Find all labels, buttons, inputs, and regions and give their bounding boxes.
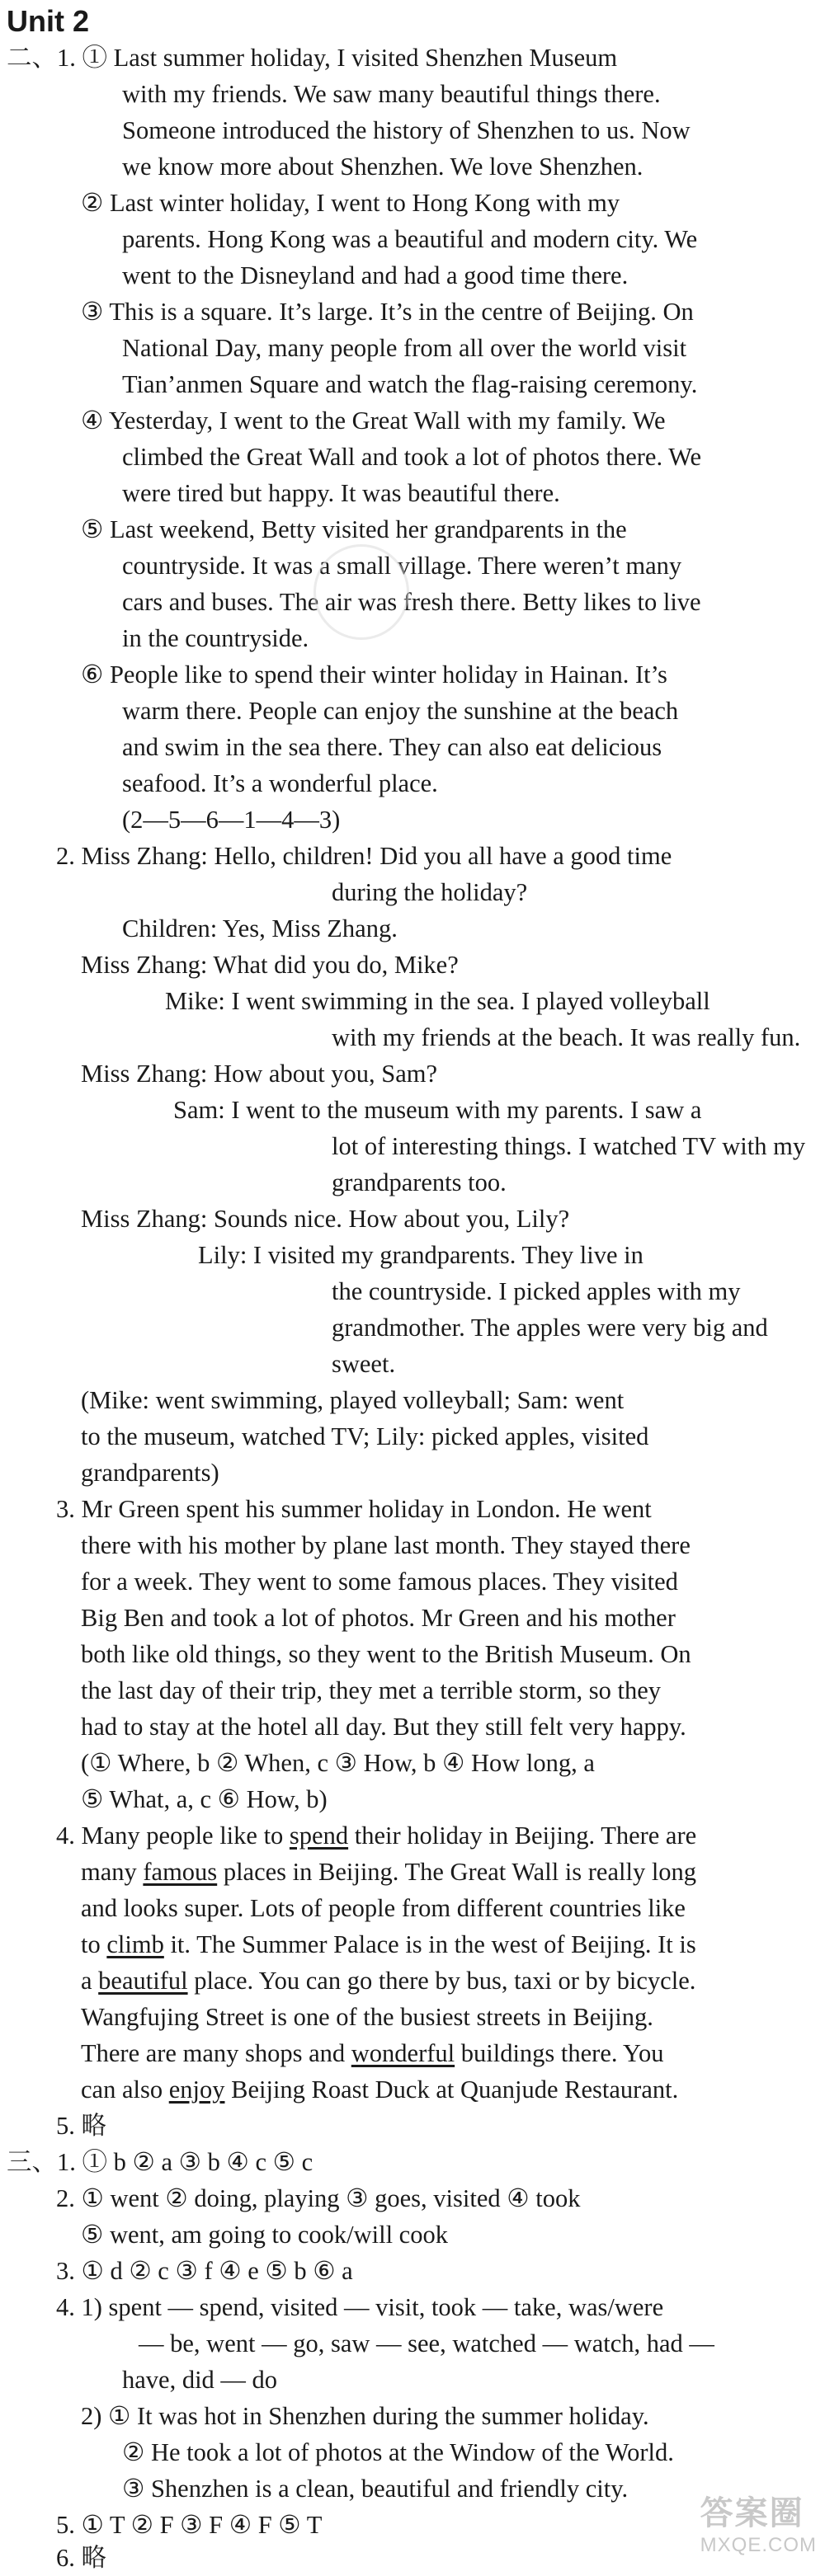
text-segment: ② He took a lot of photos at the Window of the World. xyxy=(122,2438,674,2466)
text-segment: sweet. xyxy=(332,1350,396,1378)
text-segment: Tian’anmen Square and watch the flag-raising ceremony. xyxy=(122,370,698,398)
text-line xyxy=(56,2253,353,2289)
text-line xyxy=(122,2470,628,2507)
text-segment: Lily: I visited my grandparents. They live in xyxy=(198,1241,644,1269)
underlined-answer: spend xyxy=(289,1822,349,1850)
text-line xyxy=(81,2071,678,2108)
text-segment: and looks super. Lots of people from different countries like xyxy=(81,1894,686,1922)
text-line xyxy=(81,1382,624,1418)
text-line xyxy=(56,2507,322,2543)
text-segment: for a week. They went to some famous places. They visited xyxy=(81,1568,678,1596)
text-segment: lot of interesting things. I watched TV with my xyxy=(332,1132,806,1160)
text-line xyxy=(81,1600,676,1636)
text-segment: Big Ben and took a lot of photos. Mr Green and his mother xyxy=(81,1604,676,1632)
text-line xyxy=(81,1745,595,1781)
text-segment: 3. Mr Green spent his summer holiday in London. He went xyxy=(56,1495,652,1523)
text-line xyxy=(122,148,643,185)
text-line xyxy=(81,1201,569,1237)
text-line xyxy=(81,2398,649,2434)
text-line xyxy=(81,1527,691,1563)
text-segment: it. The Summer Palace is in the west of Beijing. It is xyxy=(163,1930,696,1958)
text-line xyxy=(122,729,662,765)
text-segment: grandmother. The apples were very big and xyxy=(332,1314,768,1342)
text-segment: places in Beijing. The Great Wall is really long xyxy=(217,1858,697,1886)
text-line xyxy=(81,1055,437,1092)
text-segment: the countryside. I picked apples with my xyxy=(332,1277,741,1305)
text-line xyxy=(81,1890,686,1926)
text-segment: to xyxy=(81,1930,107,1958)
text-segment: their holiday in Beijing. There are xyxy=(348,1822,697,1850)
text-segment: ⑤ went, am going to cook/will cook xyxy=(81,2221,448,2249)
text-line xyxy=(122,221,697,257)
text-segment: 6. 略 xyxy=(56,2544,106,2572)
text-line xyxy=(332,1164,507,1201)
underlined-answer: climb xyxy=(106,1930,164,1958)
text-line xyxy=(81,1636,691,1672)
text-line xyxy=(56,2540,106,2576)
text-line xyxy=(81,2035,663,2071)
text-line xyxy=(81,1963,695,1999)
text-segment: with my friends. We saw many beautiful things there. xyxy=(122,80,661,108)
text-segment: 三、1. ① b ② a ③ b ④ c ⑤ c xyxy=(7,2148,314,2176)
text-segment: had to stay at the hotel all day. But they still felt very happy. xyxy=(81,1713,686,1741)
underlined-answer: beautiful xyxy=(98,1967,188,1995)
text-segment: (① Where, b ② When, c ③ How, b ④ How long, a xyxy=(81,1749,595,1777)
text-segment: 5. ① T ② F ③ F ④ F ⑤ T xyxy=(56,2511,323,2539)
text-line xyxy=(332,874,527,910)
text-segment: 4. 1) spent — spend, visited — visit, took — take, was/were xyxy=(56,2293,664,2321)
text-segment: Miss Zhang: Sounds nice. How about you, Lily? xyxy=(81,1205,570,1233)
stamp-mark xyxy=(314,544,409,640)
text-line xyxy=(81,1854,696,1890)
text-segment: with my friends at the beach. It was really fun. xyxy=(332,1023,801,1051)
text-segment: Children: Yes, Miss Zhang. xyxy=(122,914,398,942)
text-line xyxy=(122,475,560,511)
text-segment: 2) ① It was hot in Shenzhen during the summer holiday. xyxy=(81,2402,649,2430)
text-line xyxy=(7,2144,313,2180)
text-line xyxy=(81,1672,661,1709)
text-segment: Miss Zhang: What did you do, Mike? xyxy=(81,951,459,979)
text-segment: grandparents too. xyxy=(332,1168,507,1196)
text-segment: many xyxy=(81,1858,144,1886)
text-line xyxy=(173,1092,701,1128)
text-line xyxy=(81,1781,328,1817)
text-segment: 2. ① went ② doing, playing ③ goes, visited ④ took xyxy=(56,2184,581,2212)
text-line xyxy=(165,983,710,1019)
text-line xyxy=(332,1019,800,1055)
text-segment: ⑤ What, a, c ⑥ How, b) xyxy=(81,1785,328,1813)
text-line xyxy=(56,1491,652,1527)
text-line xyxy=(122,693,678,729)
text-segment: ⑥ People like to spend their winter holiday in Hainan. It’s xyxy=(81,660,667,689)
watermark-url: MXQE.COM xyxy=(700,2534,817,2556)
text-line xyxy=(81,1709,686,1745)
text-segment: Beijing Roast Duck at Quanjude Restaurant. xyxy=(224,2075,679,2104)
text-segment: 二、1. ① Last summer holiday, I visited Shenzhen Museum xyxy=(7,44,618,72)
text-line xyxy=(122,2362,277,2398)
text-line xyxy=(81,294,694,330)
text-segment: 5. 略 xyxy=(56,2112,106,2140)
text-line xyxy=(332,1346,395,1382)
text-line xyxy=(122,910,398,947)
text-segment: 4. Many people like to xyxy=(56,1822,290,1850)
text-segment: a xyxy=(81,1967,99,1995)
text-segment: were tired but happy. It was beautiful there. xyxy=(122,479,560,507)
text-segment: we know more about Shenzhen. We love Shenzhen. xyxy=(122,153,644,181)
text-segment: Someone introduced the history of Shenzhen to us. Now xyxy=(122,116,691,144)
text-line xyxy=(122,330,686,366)
text-segment: have, did — do xyxy=(122,2366,278,2394)
text-segment: to the museum, watched TV; Lily: picked apples, visited xyxy=(81,1422,649,1450)
text-line xyxy=(56,2289,663,2325)
text-segment: ⑤ Last weekend, Betty visited her grandparents in the xyxy=(81,515,627,543)
text-segment: can also xyxy=(81,2075,169,2104)
text-line xyxy=(122,801,340,838)
text-segment: 2. Miss Zhang: Hello, children! Did you all have a good time xyxy=(56,842,672,870)
text-line xyxy=(332,1128,805,1164)
text-segment: — be, went — go, saw — see, watched — watch, had — xyxy=(139,2329,714,2357)
text-line xyxy=(122,366,697,402)
text-line xyxy=(7,40,617,76)
text-line xyxy=(81,1563,678,1600)
text-segment: Miss Zhang: How about you, Sam? xyxy=(81,1060,438,1088)
text-segment: buildings there. You xyxy=(455,2039,664,2067)
watermark-logo-text: 答案圈 xyxy=(700,2495,804,2531)
text-segment: (2—5—6—1—4—3) xyxy=(122,806,341,834)
underlined-answer: famous xyxy=(143,1858,218,1886)
text-segment: parents. Hong Kong was a beautiful and modern city. We xyxy=(122,225,698,253)
text-line xyxy=(122,620,309,656)
text-line xyxy=(81,947,459,983)
text-line xyxy=(139,2325,714,2362)
text-line xyxy=(81,1455,219,1491)
text-line xyxy=(332,1273,741,1309)
text-segment: ② Last winter holiday, I went to Hong Kong with my xyxy=(81,189,620,217)
underlined-answer: wonderful xyxy=(351,2039,455,2067)
text-segment: ③ Shenzhen is a clean, beautiful and friendly city. xyxy=(122,2475,629,2503)
text-segment: (Mike: went swimming, played volleyball; Sam: went xyxy=(81,1386,625,1414)
text-line xyxy=(122,765,438,801)
text-segment: National Day, many people from all over the world visit xyxy=(122,334,687,362)
text-line xyxy=(56,2180,580,2216)
text-line xyxy=(56,1817,696,1854)
text-line xyxy=(122,112,691,148)
text-line xyxy=(122,2434,674,2470)
text-line xyxy=(81,1418,648,1455)
text-line xyxy=(81,511,627,548)
text-segment: Sam: I went to the museum with my parents. I saw a xyxy=(173,1096,702,1124)
text-line xyxy=(81,656,667,693)
text-segment: there with his mother by plane last month. They stayed there xyxy=(81,1531,691,1559)
text-segment: went to the Disneyland and had a good time there. xyxy=(122,261,629,289)
unit-title: Unit 2 xyxy=(7,4,90,38)
text-line xyxy=(56,838,672,874)
text-line xyxy=(56,2108,106,2144)
text-line xyxy=(81,402,666,439)
text-segment: Mike: I went swimming in the sea. I played volleyball xyxy=(165,987,710,1015)
text-segment: ③ This is a square. It’s large. It’s in the centre of Beijing. On xyxy=(81,298,694,326)
text-line xyxy=(81,1999,653,2035)
text-segment: Wangfujing Street is one of the busiest streets in Beijing. xyxy=(81,2003,653,2031)
text-line xyxy=(332,1309,768,1346)
text-segment: seafood. It’s a wonderful place. xyxy=(122,769,438,797)
text-segment: place. You can go there by bus, taxi or by bicycle. xyxy=(187,1967,696,1995)
text-segment: cars and buses. The air was fresh there. Betty likes to live xyxy=(122,588,701,616)
text-segment: during the holiday? xyxy=(332,878,528,906)
text-line xyxy=(81,2216,448,2253)
underlined-answer: enjoy xyxy=(168,2075,225,2104)
text-segment: ④ Yesterday, I went to the Great Wall with my family. We xyxy=(81,407,666,435)
text-segment: warm there. People can enjoy the sunshine at the beach xyxy=(122,697,679,725)
text-line xyxy=(122,439,701,475)
text-segment: both like old things, so they went to the British Museum. On xyxy=(81,1640,691,1668)
text-line xyxy=(81,1926,696,1963)
text-line xyxy=(81,185,620,221)
text-segment: the last day of their trip, they met a terrible storm, so they xyxy=(81,1676,662,1704)
text-line xyxy=(122,76,661,112)
text-segment: 3. ① d ② c ③ f ④ e ⑤ b ⑥ a xyxy=(56,2257,353,2285)
text-segment: and swim in the sea there. They can also eat delicious xyxy=(122,733,662,761)
text-line xyxy=(122,257,628,294)
text-segment: grandparents) xyxy=(81,1459,219,1487)
text-segment: climbed the Great Wall and took a lot of photos there. We xyxy=(122,443,702,471)
text-line xyxy=(122,584,701,620)
text-segment: There are many shops and xyxy=(81,2039,351,2067)
text-line xyxy=(198,1237,644,1273)
site-watermark xyxy=(700,2487,817,2557)
text-segment: in the countryside. xyxy=(122,624,309,652)
text-segment: countryside. It was a small village. There weren’t many xyxy=(122,552,682,580)
